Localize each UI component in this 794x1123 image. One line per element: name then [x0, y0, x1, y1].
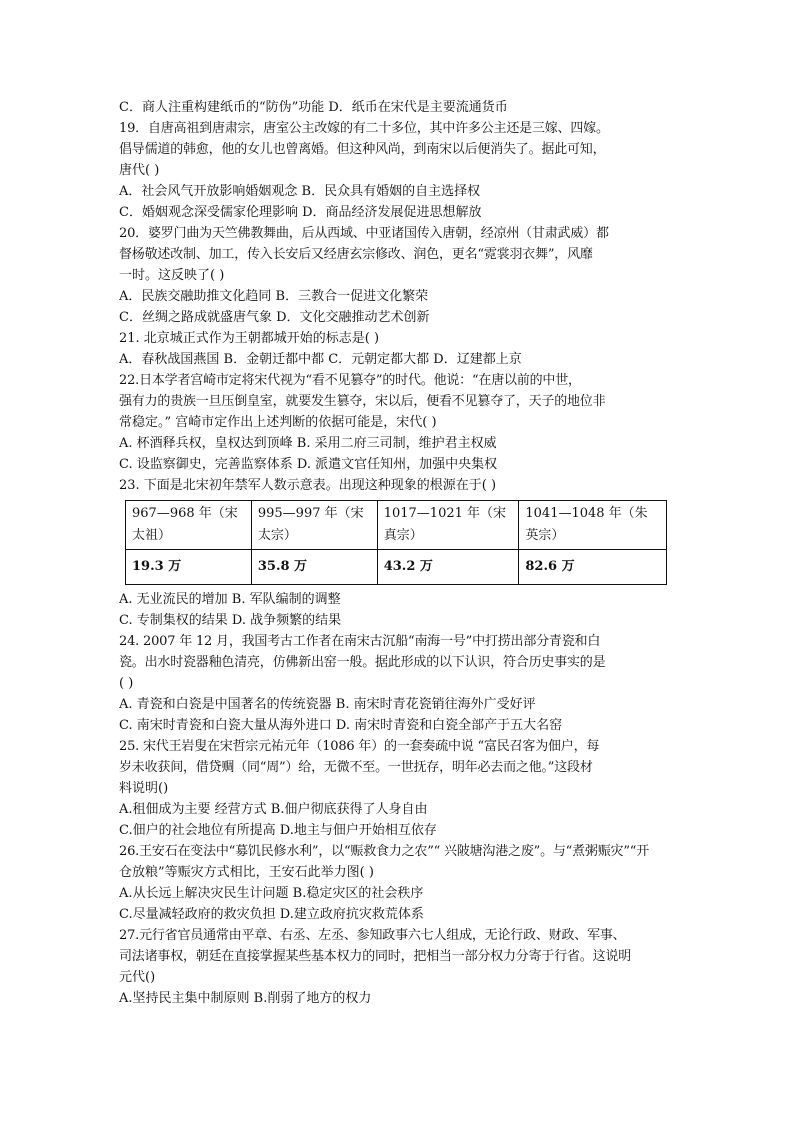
table-value-row [126, 550, 667, 585]
question-20-options-cd: C．丝绸之路成就盛唐气象 D．文化交融推动艺术创新 [119, 310, 430, 325]
question-22-stem-line-3: 常稳定。” 宫崎市定作出上述判断的依据可能是，宋代( ) [119, 415, 437, 430]
table-value-cell: 35.8 万 [251, 550, 377, 585]
question-22-options-cd: C. 设监察御史，完善监察体系 D. 派遣文官任知州，加强中央集权 [119, 457, 498, 472]
imperial-army-table [125, 500, 667, 585]
question-25-stem-line-2: 岁未收获间，借贷赒（同“周”）给，无微不至。一世抚存，明年必去而之他。”这段材 [119, 760, 593, 775]
question-26-stem-line-2: 仓放粮”等赈灾方式相比，王安石此举力图( ) [119, 865, 374, 880]
question-text-column [119, 97, 679, 1009]
table-header-cell [251, 501, 377, 550]
header-line: 1041—1048 年（朱 [525, 506, 648, 521]
question-25-options-ab: A.租佃成为主要 经营方式 B.佃户彻底获得了人身自由 [119, 802, 428, 817]
table-header-cell [377, 501, 519, 550]
question-27-stem-line-2: 司法诸事权，朝廷在直接掌握某些基本权力的同时，把相当一部分权力分寄于行省。这说明 [119, 949, 632, 964]
question-26-options-cd: C.尽量减轻政府的救灾负担 D.建立政府抗灾救荒体系 [119, 907, 424, 922]
question-24-stem-line-1: 24. 2007 年 12 月，我国考古工作者在南宋古沉船“南海一号”中打捞出部分青瓷和白 [119, 634, 601, 649]
question-19-stem-line-2: 倡导儒道的韩愈，他的女儿也曾离婚。但这种风尚，到南宋以后便消失了。据此可知， [119, 142, 606, 157]
question-27-stem-line-3: 元代() [119, 970, 156, 985]
question-19-stem-line-1: 19．自唐高祖到唐肃宗，唐室公主改嫁的有二十多位，其中许多公主还是三嫁、四嫁。 [119, 121, 609, 136]
question-22-options-ab: A. 杯酒释兵权，皇权达到顶峰 B. 采用二府三司制，维护君主权威 [119, 436, 497, 451]
header-line: 太祖） [132, 528, 172, 543]
question-23-options-ab: A. 无业流民的增加 B. 军队编制的调整 [119, 592, 341, 607]
table-value-cell: 43.2 万 [377, 550, 519, 585]
question-22-stem-line-2: 强有力的贵族一旦压倒皇室，就要发生篡夺，宋以后，便看不见篡夺了，天子的地位非 [119, 394, 606, 409]
question-24-stem-line-3: ( ) [119, 676, 134, 691]
question-23-options-cd: C. 专制集权的结果 D. 战争频繁的结果 [119, 613, 342, 628]
question-27-stem-line-1: 27.元行省官员通常由平章、右丞、左丞、参知政事六七人组成，无论行政、财政、军事、 [119, 928, 626, 943]
question-23-stem: 23. 下面是北宋初年禁军人数示意表。出现这种现象的根源在于( ) [119, 478, 497, 493]
question-26-options-ab: A.从长远上解决灾民生计问题 B.稳定灾区的社会秩序 [119, 886, 424, 901]
question-25-stem-line-1: 25. 宋代王岩叟在宋哲宗元祐元年（1086 年）的一套奏疏中说 “富民召客为佃户，每 [119, 739, 600, 754]
questions-23-to-27 [119, 589, 679, 1009]
question-21-options: A．春秋战国燕国 B．金朝迁都中都 C．元朝定都大都 D．辽建都上京 [119, 352, 522, 367]
question-19-options-cd: C．婚姻观念深受儒家伦理影响 D．商品经济发展促进思想解放 [119, 205, 482, 220]
question-24-options-ab: A. 青瓷和白瓷是中国著名的传统瓷器 B. 南宋时青花瓷销往海外广受好评 [119, 697, 536, 712]
question-20-stem-line-3: 一时。这反映了( ) [119, 268, 225, 283]
question-20-stem-line-1: 20．婆罗门曲为天竺佛教舞曲，后从西域、中亚诸国传入唐朝，经凉州（甘肃武威）都 [119, 226, 609, 241]
table-header-cell [519, 501, 667, 550]
question-27-options-ab: A.坚持民主集中制原则 B.削弱了地方的权力 [119, 991, 372, 1006]
question-26-stem-line-1: 26.王安石在变法中“募饥民修水利”，以“赈救食力之农”“ 兴陂塘沟港之废”。与“煮粥赈灾”“开 [119, 844, 650, 859]
option-line-18cd: C．商人注重构建纸币的“防伪”功能 D．纸币在宋代是主要流通货币 [119, 100, 508, 115]
question-25-options-cd: C.佃户的社会地位有所提高 D.地主与佃户开始相互依存 [119, 823, 437, 838]
question-22-stem-line-1: 22.日本学者宫崎市定将宋代视为“看不见篡夺”的时代。他说：“在唐以前的中世， [119, 373, 581, 388]
question-21-stem: 21. 北京城正式作为王朝都城开始的标志是( ) [119, 331, 380, 346]
question-24-stem-line-2: 瓷。出水时瓷器釉色清亮，仿佛新出窑一般。据此形成的以下认识，符合历史事实的是 [119, 655, 606, 670]
question-20-stem-line-2: 督杨敬述改制、加工，传入长安后又经唐玄宗修改、润色，更名“霓裳羽衣舞”，风靡 [119, 247, 593, 262]
question-19-stem-line-3: 唐代( ) [119, 163, 160, 178]
question-25-stem-line-3: 料说明() [119, 781, 169, 796]
header-line: 英宗） [525, 528, 565, 543]
question-19-options-ab: A．社会风气开放影响婚姻观念 B．民众具有婚姻的自主选择权 [119, 184, 481, 199]
question-24-options-cd: C. 南宋时青瓷和白瓷大量从海外进口 D. 南宋时青瓷和白瓷全部产于五大名窑 [119, 718, 563, 733]
question-20-options-ab: A．民族交融助推文化趋同 B．三教合一促进文化繁荣 [119, 289, 429, 304]
header-line: 967—968 年（宋 [132, 506, 238, 521]
header-line: 1017—1021 年（宋 [383, 506, 507, 521]
header-line: 太宗） [257, 528, 297, 543]
questions-19-to-23 [119, 97, 679, 496]
header-line: 真宗） [383, 528, 423, 543]
table-header-row [126, 501, 667, 550]
header-line: 995—997 年（宋 [257, 506, 364, 521]
table-value-cell: 82.6 万 [519, 550, 667, 585]
table-value-cell: 19.3 万 [126, 550, 252, 585]
table-header-cell [126, 501, 252, 550]
